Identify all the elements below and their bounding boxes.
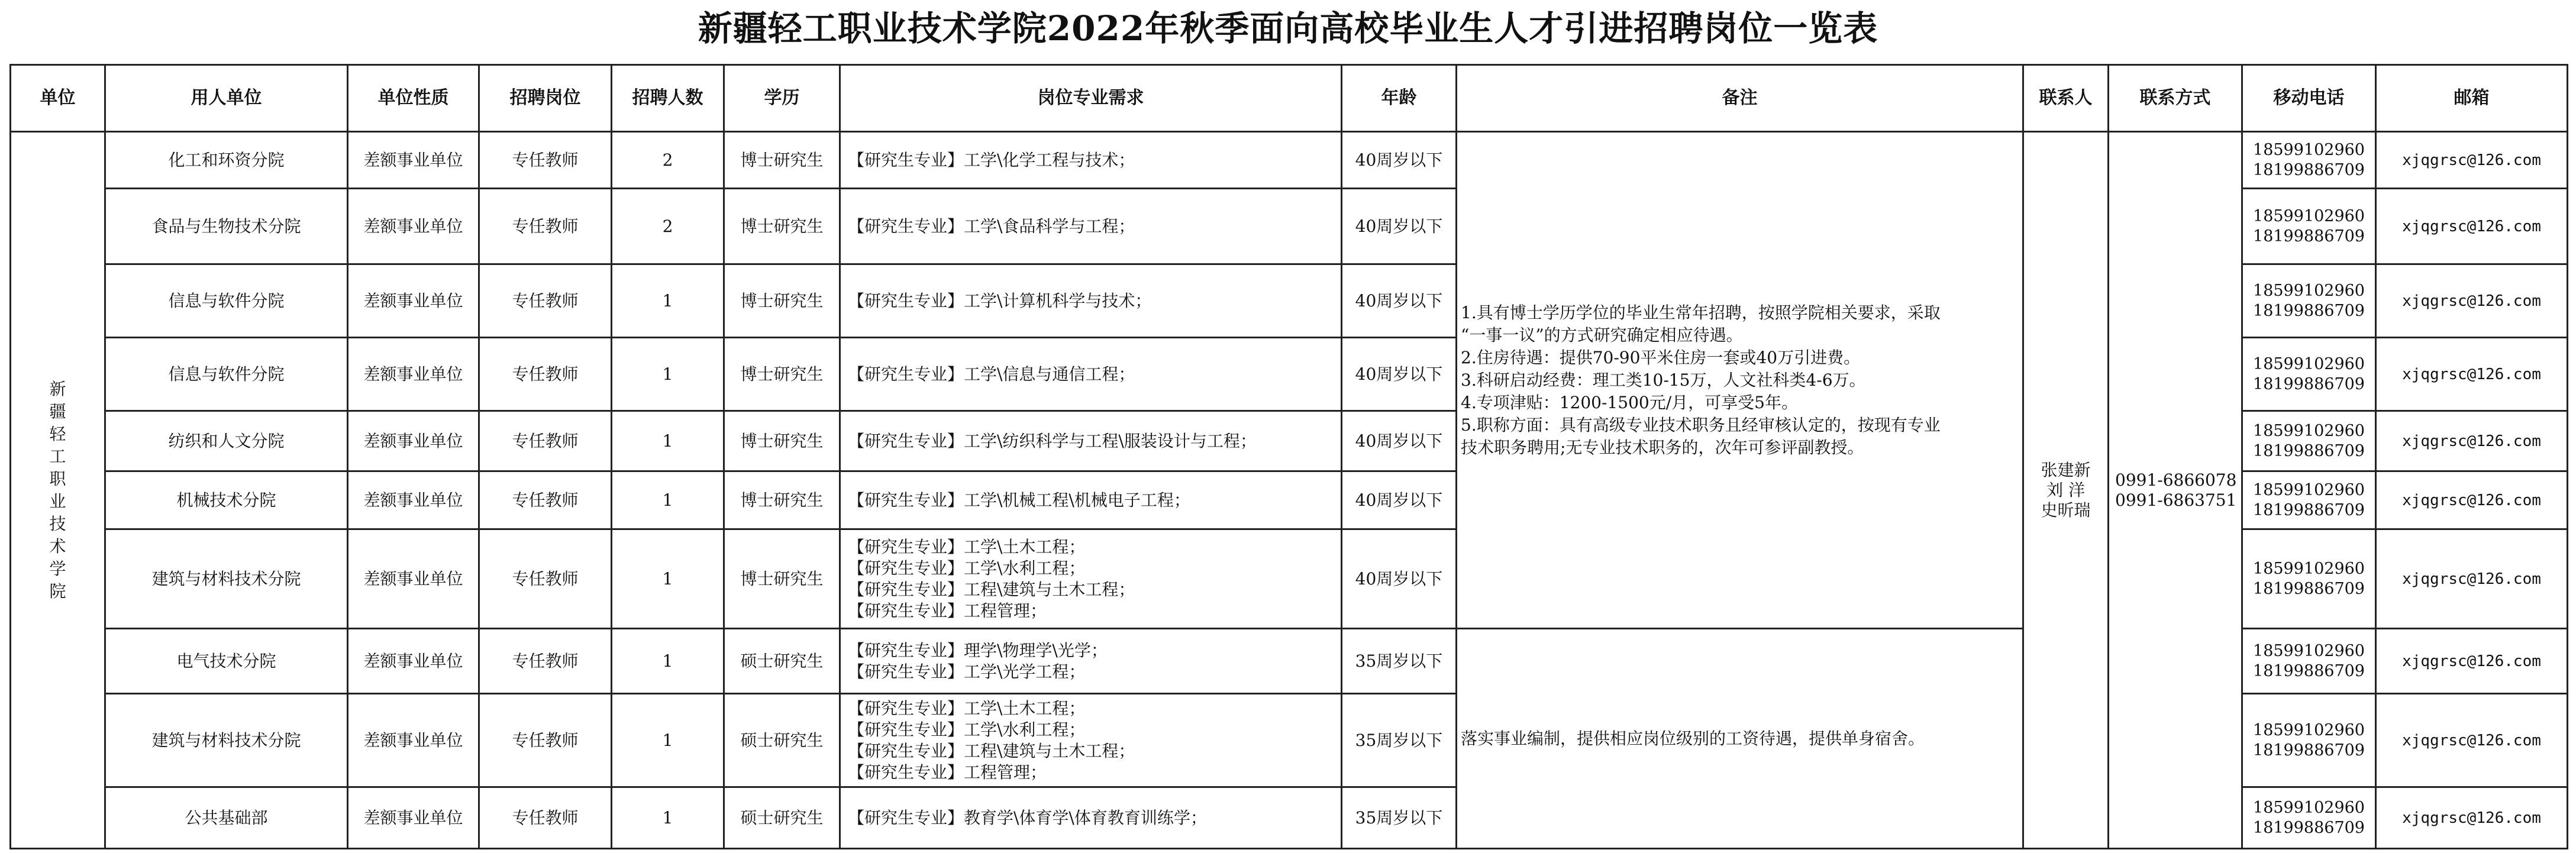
- mobile-number: 18199886709: [2253, 661, 2365, 680]
- header-cell: 招聘岗位: [479, 65, 612, 132]
- note-line: 4.专项津贴：1200-1500元/月，可享受5年。: [1461, 392, 1798, 412]
- requirement-cell: [840, 189, 1342, 264]
- note-line: “一事一议”的方式研究确定相应待遇。: [1461, 325, 1743, 345]
- email-cell: xjqgrsc@126.com: [2376, 694, 2568, 787]
- count-cell: 1: [612, 529, 724, 629]
- unit-type-cell: 差额事业单位: [348, 629, 479, 694]
- dept-cell: 公共基础部: [105, 787, 348, 849]
- post-cell: 专任教师: [479, 264, 612, 338]
- dept-cell: 建筑与材料技术分院: [105, 529, 348, 629]
- requirement-line: 【研究生专业】工学\计算机科学与技术；: [848, 290, 1152, 311]
- email-cell: xjqgrsc@126.com: [2376, 787, 2568, 849]
- mobile-number: 18599102960: [2253, 480, 2365, 499]
- unit-type-cell: 差额事业单位: [348, 529, 479, 629]
- email-cell: xjqgrsc@126.com: [2376, 264, 2568, 338]
- count-cell: 1: [612, 264, 724, 338]
- count-cell: 1: [612, 694, 724, 787]
- mobile-cell: [2242, 189, 2376, 264]
- header-cell: 年龄: [1342, 65, 1457, 132]
- post-cell: 专任教师: [479, 529, 612, 629]
- header-cell: 单位: [11, 65, 105, 132]
- mobile-number: 18599102960: [2253, 720, 2365, 739]
- email-cell: xjqgrsc@126.com: [2376, 529, 2568, 629]
- education-cell: 硕士研究生: [724, 694, 840, 787]
- header-cell: 联系方式: [2109, 65, 2242, 132]
- mobile-number: 18599102960: [2253, 140, 2365, 159]
- requirement-line: 【研究生专业】工程管理；: [848, 600, 1047, 621]
- unit-type-cell: 差额事业单位: [348, 694, 479, 787]
- education-cell: 博士研究生: [724, 529, 840, 629]
- age-cell: 40周岁以下: [1342, 132, 1457, 189]
- unit-type-cell: 差额事业单位: [348, 189, 479, 264]
- dept-cell: 信息与软件分院: [105, 264, 348, 338]
- requirement-line: 【研究生专业】工学\化学工程与技术；: [848, 150, 1135, 170]
- age-cell: 35周岁以下: [1342, 694, 1457, 787]
- mobile-number: 18199886709: [2253, 579, 2365, 598]
- mobile-cell: [2242, 787, 2376, 849]
- contact-person-cell: [2023, 132, 2109, 849]
- requirement-cell: [840, 264, 1342, 338]
- mobile-number: 18599102960: [2253, 559, 2365, 578]
- requirement-line: 【研究生专业】工学\土木工程；: [848, 537, 1086, 557]
- recruitment-table: [9, 64, 2568, 849]
- mobile-number: 18199886709: [2253, 441, 2365, 460]
- requirement-line: 【研究生专业】工学\食品科学与工程；: [848, 216, 1135, 236]
- dept-cell: 机械技术分院: [105, 471, 348, 529]
- header-cell: 邮箱: [2376, 65, 2568, 132]
- contact-phone: 0991-6866078: [2115, 470, 2237, 490]
- unit-type-cell: 差额事业单位: [348, 411, 479, 471]
- requirement-line: 【研究生专业】工程\建筑与土木工程；: [848, 579, 1135, 599]
- mobile-cell: [2242, 471, 2376, 529]
- email-cell: xjqgrsc@126.com: [2376, 338, 2568, 411]
- mobile-number: 18199886709: [2253, 818, 2365, 837]
- mobile-number: 18599102960: [2253, 421, 2365, 440]
- page-title: 新疆轻工职业技术学院2022年秋季面向高校毕业生人才引进招聘岗位一览表: [698, 8, 1878, 49]
- requirement-line: 【研究生专业】工程管理；: [848, 762, 1047, 782]
- mobile-number: 18599102960: [2253, 354, 2365, 373]
- age-cell: 35周岁以下: [1342, 629, 1457, 694]
- header-cell: 备注: [1457, 65, 2023, 132]
- note-line: 5.职称方面：具有高级专业技术职务且经审核认定的，按现有专业: [1461, 415, 1941, 435]
- unit-type-cell: 差额事业单位: [348, 787, 479, 849]
- dept-cell: 纺织和人文分院: [105, 411, 348, 471]
- age-cell: 40周岁以下: [1342, 471, 1457, 529]
- post-cell: 专任教师: [479, 338, 612, 411]
- mobile-number: 18199886709: [2253, 160, 2365, 179]
- requirement-line: 【研究生专业】工学\信息与通信工程；: [848, 364, 1135, 384]
- email-cell: xjqgrsc@126.com: [2376, 629, 2568, 694]
- post-cell: 专任教师: [479, 132, 612, 189]
- requirement-line: 【研究生专业】工学\水利工程；: [848, 719, 1086, 739]
- requirement-cell: [840, 471, 1342, 529]
- mobile-number: 18599102960: [2253, 206, 2365, 225]
- mobile-cell: [2242, 264, 2376, 338]
- requirement-cell: [840, 694, 1342, 787]
- post-cell: 专任教师: [479, 694, 612, 787]
- requirement-cell: [840, 338, 1342, 411]
- requirement-cell: [840, 411, 1342, 471]
- header-cell: 单位性质: [348, 65, 479, 132]
- mobile-number: 18199886709: [2253, 227, 2365, 245]
- count-cell: 1: [612, 411, 724, 471]
- mobile-number: 18199886709: [2253, 301, 2365, 320]
- age-cell: 40周岁以下: [1342, 529, 1457, 629]
- post-cell: 专任教师: [479, 471, 612, 529]
- requirement-line: 【研究生专业】工学\光学工程；: [848, 661, 1086, 681]
- requirement-cell: [840, 529, 1342, 629]
- contact-phone: 0991-6863751: [2115, 490, 2237, 510]
- contact-person: 刘 洋: [2046, 480, 2085, 500]
- email-cell: xjqgrsc@126.com: [2376, 132, 2568, 189]
- education-cell: 博士研究生: [724, 411, 840, 471]
- note-line: 3.科研启动经费：理工类10-15万，人文社科类4-6万。: [1461, 370, 1866, 390]
- count-cell: 1: [612, 787, 724, 849]
- header-cell: 用人单位: [105, 65, 348, 132]
- count-cell: 1: [612, 629, 724, 694]
- unit-type-cell: 差额事业单位: [348, 471, 479, 529]
- post-cell: 专任教师: [479, 629, 612, 694]
- header-cell: 招聘人数: [612, 65, 724, 132]
- table-body: [11, 132, 2568, 849]
- unit-type-cell: 差额事业单位: [348, 264, 479, 338]
- education-cell: 博士研究生: [724, 471, 840, 529]
- requirement-line: 【研究生专业】工学\纺织科学与工程\服装设计与工程；: [848, 431, 1257, 451]
- mobile-cell: [2242, 411, 2376, 471]
- contact-person: 张建新: [2041, 460, 2091, 480]
- count-cell: 1: [612, 338, 724, 411]
- email-cell: xjqgrsc@126.com: [2376, 471, 2568, 529]
- age-cell: 40周岁以下: [1342, 189, 1457, 264]
- count-cell: 2: [612, 189, 724, 264]
- mobile-cell: [2242, 338, 2376, 411]
- post-cell: 专任教师: [479, 189, 612, 264]
- note-line: 1.具有博士学历学位的毕业生常年招聘，按照学院相关要求，采取: [1461, 302, 1941, 322]
- dept-cell: 建筑与材料技术分院: [105, 694, 348, 787]
- requirement-line: 【研究生专业】工学\土木工程；: [848, 698, 1086, 718]
- requirement-line: 【研究生专业】教育学\体育学\体育教育训练学；: [848, 807, 1207, 828]
- mobile-number: 18599102960: [2253, 641, 2365, 660]
- header-cell: 联系人: [2023, 65, 2109, 132]
- requirement-cell: [840, 132, 1342, 189]
- education-cell: 博士研究生: [724, 338, 840, 411]
- mobile-cell: [2242, 694, 2376, 787]
- table-row: [11, 132, 2568, 189]
- dept-cell: 化工和环资分院: [105, 132, 348, 189]
- notes-doctor-cell: [1457, 132, 2023, 629]
- header-cell: 学历: [724, 65, 840, 132]
- education-cell: 博士研究生: [724, 189, 840, 264]
- header-row: [11, 65, 2568, 132]
- unit-name: 新疆轻工职业技术学院: [49, 379, 66, 601]
- requirement-cell: [840, 629, 1342, 694]
- dept-cell: 电气技术分院: [105, 629, 348, 694]
- unit-type-cell: 差额事业单位: [348, 338, 479, 411]
- email-cell: xjqgrsc@126.com: [2376, 189, 2568, 264]
- mobile-cell: [2242, 629, 2376, 694]
- age-cell: 35周岁以下: [1342, 787, 1457, 849]
- note-line: 技术职务聘用;无专业技术职务的，次年可参评副教授。: [1461, 437, 1864, 457]
- unit-type-cell: 差额事业单位: [348, 132, 479, 189]
- notes-master-cell: 落实事业编制，提供相应岗位级别的工资待遇，提供单身宿舍。: [1457, 629, 2023, 849]
- note-line: 2.住房待遇：提供70-90平米住房一套或40万引进费。: [1461, 347, 1861, 367]
- mobile-number: 18599102960: [2253, 798, 2365, 817]
- mobile-number: 18599102960: [2253, 281, 2365, 300]
- age-cell: 40周岁以下: [1342, 264, 1457, 338]
- mobile-cell: [2242, 132, 2376, 189]
- post-cell: 专任教师: [479, 787, 612, 849]
- header-cell: 移动电话: [2242, 65, 2376, 132]
- dept-cell: 信息与软件分院: [105, 338, 348, 411]
- contact-phone-cell: [2109, 132, 2242, 849]
- requirement-line: 【研究生专业】工程\建筑与土木工程；: [848, 741, 1135, 761]
- dept-cell: 食品与生物技术分院: [105, 189, 348, 264]
- education-cell: 博士研究生: [724, 264, 840, 338]
- age-cell: 40周岁以下: [1342, 411, 1457, 471]
- mobile-number: 18199886709: [2253, 374, 2365, 393]
- education-cell: 硕士研究生: [724, 629, 840, 694]
- email-cell: xjqgrsc@126.com: [2376, 411, 2568, 471]
- requirement-line: 【研究生专业】理学\物理学\光学；: [848, 640, 1108, 660]
- contact-person: 史昕瑞: [2041, 500, 2091, 520]
- education-cell: 博士研究生: [724, 132, 840, 189]
- unit-cell: [11, 132, 105, 849]
- requirement-line: 【研究生专业】工学\机械工程\机械电子工程；: [848, 490, 1190, 510]
- requirement-line: 【研究生专业】工学\水利工程；: [848, 558, 1086, 578]
- age-cell: 40周岁以下: [1342, 338, 1457, 411]
- education-cell: 硕士研究生: [724, 787, 840, 849]
- count-cell: 1: [612, 471, 724, 529]
- header-cell: 岗位专业需求: [840, 65, 1342, 132]
- count-cell: 2: [612, 132, 724, 189]
- mobile-cell: [2242, 529, 2376, 629]
- post-cell: 专任教师: [479, 411, 612, 471]
- mobile-number: 18199886709: [2253, 741, 2365, 760]
- mobile-number: 18199886709: [2253, 500, 2365, 519]
- requirement-cell: [840, 787, 1342, 849]
